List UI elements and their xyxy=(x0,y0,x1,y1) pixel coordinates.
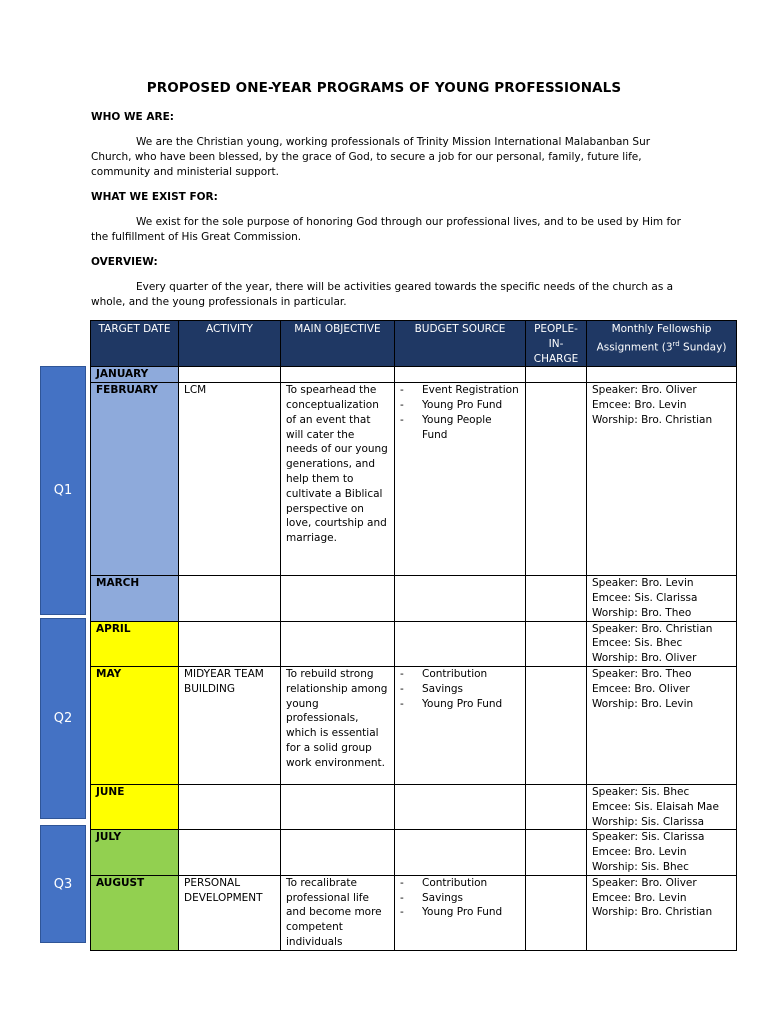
budget-cell xyxy=(395,666,526,784)
who-we-are-text: We are the Christian young, working professionals of Trinity Mission International Malabanban Sur Church, who have been blessed, by the grace of God, to secure a job for our personal, family, future life, community and ministerial support. xyxy=(91,136,651,178)
month-cell: JULY xyxy=(91,830,179,875)
budget-item: - Contribution xyxy=(400,876,520,891)
overview-heading: OVERVIEW: xyxy=(91,256,158,268)
budget-item: - Young People Fund xyxy=(400,413,520,443)
fellowship-cell: Speaker: Sis. Bhec Emcee: Sis. Elaisah Mae Worship: Sis. Clarissa xyxy=(587,784,737,829)
month-cell: JANUARY xyxy=(91,367,179,383)
budget-cell xyxy=(395,383,526,576)
budget-item: - Young Pro Fund xyxy=(400,697,520,712)
budget-item: - Savings xyxy=(400,682,520,697)
fellowship-cell: Speaker: Bro. Levin Emcee: Sis. Clarissa Worship: Bro. Theo xyxy=(587,576,737,621)
header-target-date: TARGET DATE xyxy=(91,321,179,367)
header-activity: ACTIVITY xyxy=(179,321,281,367)
quarter-q3-label: Q3 xyxy=(40,825,86,943)
table-row xyxy=(91,875,737,950)
programs-table xyxy=(90,320,737,951)
fellowship-cell: Speaker: Bro. Oliver Emcee: Bro. Levin Worship: Bro. Christian xyxy=(587,383,737,576)
budget-item: - Savings xyxy=(400,891,520,906)
header-budget-source: BUDGET SOURCE xyxy=(395,321,526,367)
fellowship-cell: Speaker: Bro. Oliver Emcee: Bro. Levin Worship: Bro. Christian xyxy=(587,875,737,950)
month-cell: MAY xyxy=(91,666,179,784)
month-cell: APRIL xyxy=(91,621,179,666)
fellowship-cell: Speaker: Bro. Christian Emcee: Sis. Bhec Worship: Bro. Oliver xyxy=(587,621,737,666)
fellowship-cell: Speaker: Bro. Theo Emcee: Bro. Oliver Worship: Bro. Levin xyxy=(587,666,737,784)
header-main-objective: MAIN OBJECTIVE xyxy=(281,321,395,367)
overview-text: Every quarter of the year, there will be activities geared towards the specific needs of the church as a whole, and the young professionals in particular. xyxy=(91,281,674,308)
month-cell: AUGUST xyxy=(91,875,179,950)
table-row xyxy=(91,621,737,666)
table-row xyxy=(91,784,737,829)
what-we-exist-for-text: We exist for the sole purpose of honoring God through our professional lives, and to be used by Him for the fulfillment of His Great Commission. xyxy=(91,216,681,243)
budget-item: - Young Pro Fund xyxy=(400,398,520,413)
activity-cell: MIDYEAR TEAM BUILDING xyxy=(179,666,281,784)
quarter-q1-label: Q1 xyxy=(40,366,86,615)
activity-cell: LCM xyxy=(179,383,281,576)
month-cell: FEBRUARY xyxy=(91,383,179,576)
month-cell: JUNE xyxy=(91,784,179,829)
document-title: PROPOSED ONE-YEAR PROGRAMS OF YOUNG PROFESSIONALS xyxy=(146,80,622,96)
table-header-row xyxy=(91,321,737,367)
table-row xyxy=(91,830,737,875)
activity-cell: PERSONAL DEVELOPMENT xyxy=(179,875,281,950)
objective-cell: To rebuild strong relationship among young professionals, which is essential for a solid group work environment. xyxy=(281,666,395,784)
table-row xyxy=(91,367,737,383)
table-row xyxy=(91,666,737,784)
objective-cell: To recalibrate professional life and become more competent individuals xyxy=(281,875,395,950)
budget-item: - Event Registration xyxy=(400,383,520,398)
table-row xyxy=(91,383,737,576)
header-monthly-fellowship: Monthly Fellowship Assignment (3rd Sunday) xyxy=(587,321,737,367)
quarter-q2-label: Q2 xyxy=(40,618,86,819)
budget-cell xyxy=(395,875,526,950)
header-people-in-charge: PEOPLE-IN-CHARGE xyxy=(526,321,587,367)
what-we-exist-for-heading: WHAT WE EXIST FOR: xyxy=(91,191,218,203)
budget-item: - Contribution xyxy=(400,667,520,682)
month-cell: MARCH xyxy=(91,576,179,621)
table-row xyxy=(91,576,737,621)
who-we-are-heading: WHO WE ARE: xyxy=(91,111,174,123)
budget-item: - Young Pro Fund xyxy=(400,905,520,920)
fellowship-cell: Speaker: Sis. Clarissa Emcee: Bro. Levin Worship: Sis. Bhec xyxy=(587,830,737,875)
objective-cell: To spearhead the conceptualization of an event that will cater the needs of our young generations, and help them to cultivate a Biblical perspective on love, courtship and marriage. xyxy=(281,383,395,576)
